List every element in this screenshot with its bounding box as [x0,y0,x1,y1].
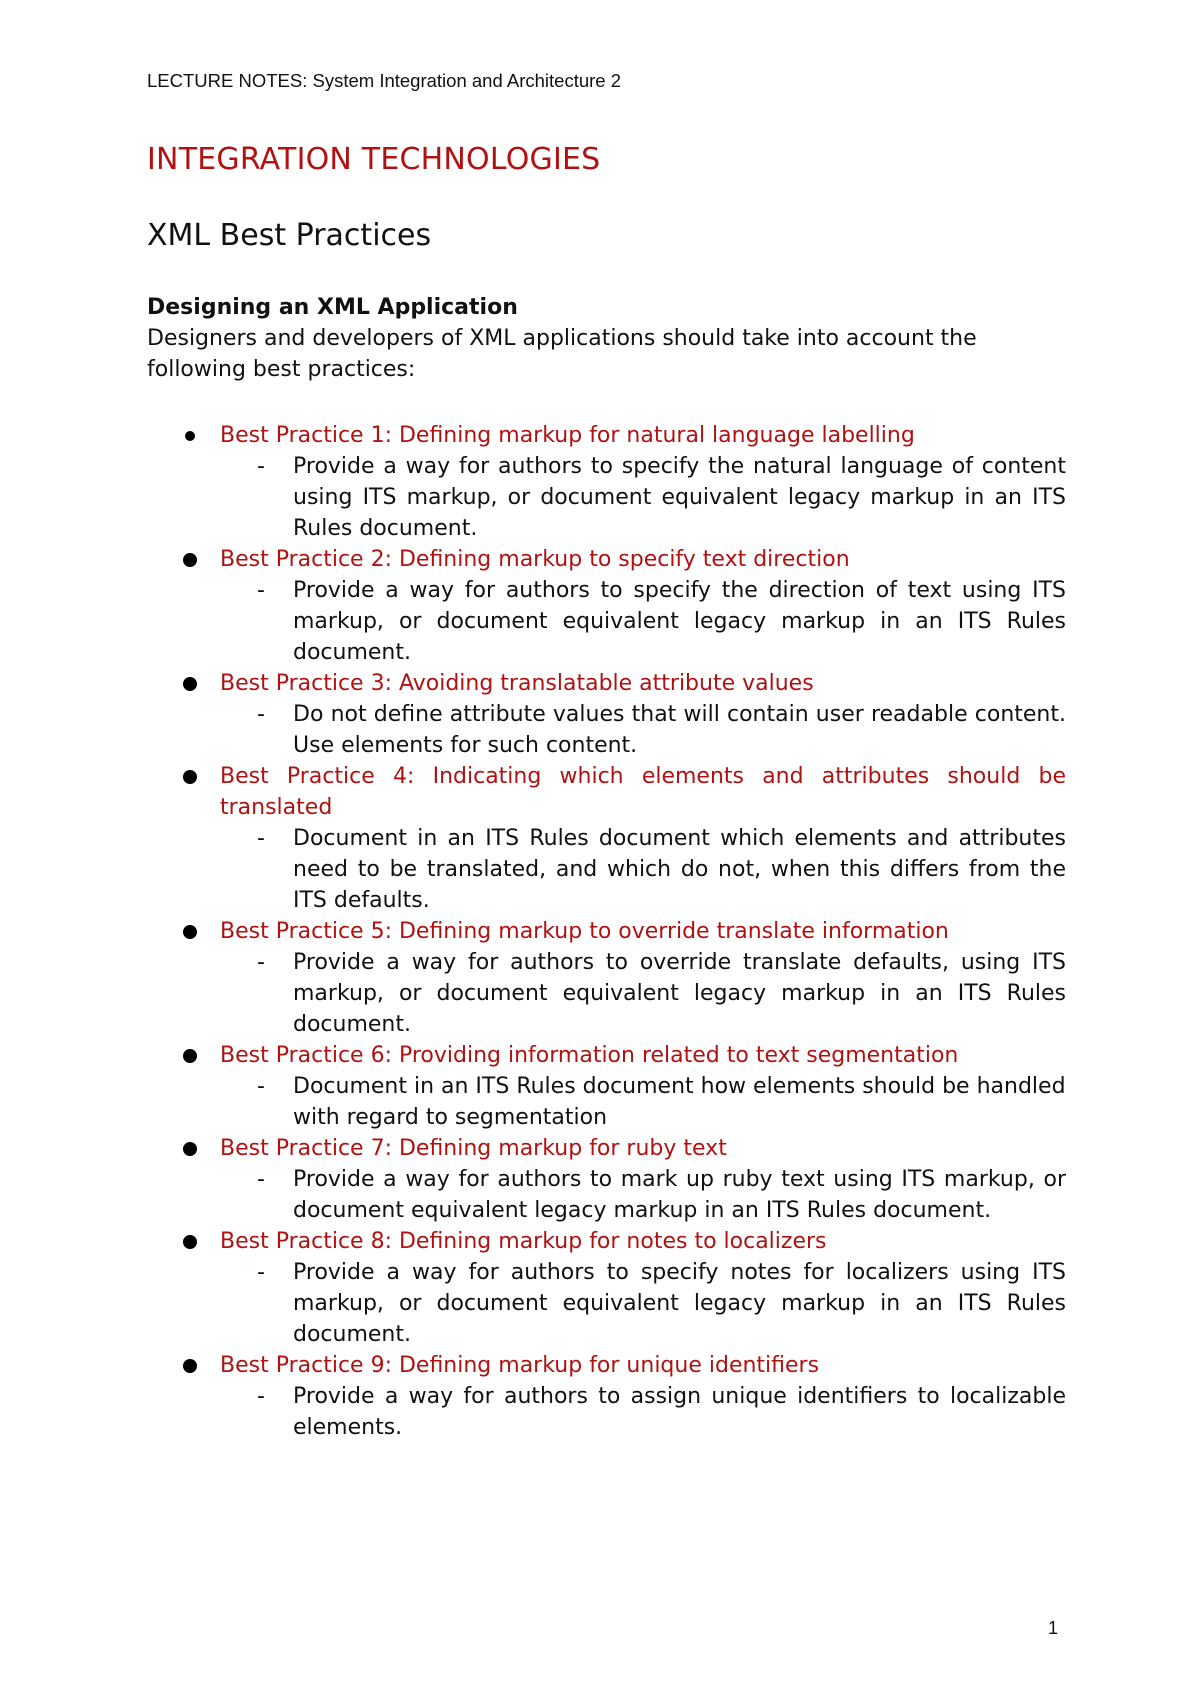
list-item [0,761,1200,916]
bullet-icon [183,1235,197,1249]
best-practice-description: - Provide a way for authors to specify notes for localizers using ITS markup, or document equivalent legacy markup in an ITS Rules document. [293,1257,1066,1350]
page-subtitle: XML Best Practices [147,218,432,253]
list-item [0,1133,1200,1226]
dash-icon: - [257,1384,265,1409]
bullet-icon [185,431,195,441]
section-intro: Designers and developers of XML applications should take into account the following best practices: [147,326,977,382]
best-practice-title: Best Practice 5: Defining markup to override translate information [220,919,949,944]
bullet-icon [183,553,197,567]
best-practice-title: Best Practice 3: Avoiding translatable attribute values [220,671,814,696]
best-practice-description: - Provide a way for authors to assign unique identifiers to localizable elements. [293,1381,1066,1443]
list-item [0,1350,1200,1443]
dash-icon: - [257,950,265,975]
bullet-icon [183,770,197,784]
best-practices-list [0,420,1200,1443]
best-practice-description: - Provide a way for authors to specify the natural language of content using ITS markup, or document equivalent legacy markup in an ITS Rules document. [293,451,1066,544]
best-practice-title: Best Practice 1: Defining markup for natural language labelling [220,423,915,448]
list-item [0,668,1200,761]
list-item [0,916,1200,1040]
dash-icon: - [257,1074,265,1099]
list-item [0,1040,1200,1133]
bullet-icon [183,925,197,939]
best-practice-title: Best Practice 2: Defining markup to specify text direction [220,547,850,572]
dash-icon: - [257,702,265,727]
list-item [0,420,1200,544]
best-practice-description: - Provide a way for authors to override translate defaults, using ITS markup, or document equivalent legacy markup in an ITS Rules document. [293,947,1066,1040]
bullet-icon [183,1049,197,1063]
dash-icon: - [257,578,265,603]
best-practice-description: - Document in an ITS Rules document how elements should be handled with regard to segmentation [293,1071,1066,1133]
dash-icon: - [257,1260,265,1285]
page-header: LECTURE NOTES: System Integration and Architecture 2 [147,70,621,91]
section-designing-xml-application [147,292,1067,385]
dash-icon: - [257,826,265,851]
bullet-icon [183,1142,197,1156]
page-number: 1 [1048,1618,1059,1638]
best-practice-title: Best Practice 4: Indicating which elements and attributes should be translated [220,764,1066,820]
best-practice-title: Best Practice 7: Defining markup for ruby text [220,1136,727,1161]
best-practice-description: - Provide a way for authors to specify the direction of text using ITS markup, or document equivalent legacy markup in an ITS Rules document. [293,575,1066,668]
best-practice-description: - Provide a way for authors to mark up ruby text using ITS markup, or document equivalent legacy markup in an ITS Rules document. [293,1164,1066,1226]
page-title: INTEGRATION TECHNOLOGIES [147,142,601,177]
bullet-icon [183,1359,197,1373]
section-heading: Designing an XML Application [147,295,518,320]
best-practice-description: - Document in an ITS Rules document which elements and attributes need to be translated, and which do not, when this differs from the ITS defaults. [293,823,1066,916]
best-practice-title: Best Practice 6: Providing information related to text segmentation [220,1043,959,1068]
best-practice-description: - Do not define attribute values that will contain user readable content. Use elements for such content. [293,699,1066,761]
list-item [0,544,1200,668]
bullet-icon [183,677,197,691]
dash-icon: - [257,1167,265,1192]
best-practice-title: Best Practice 9: Defining markup for unique identifiers [220,1353,820,1378]
best-practice-title: Best Practice 8: Defining markup for notes to localizers [220,1229,827,1254]
list-item [0,1226,1200,1350]
dash-icon: - [257,454,265,479]
